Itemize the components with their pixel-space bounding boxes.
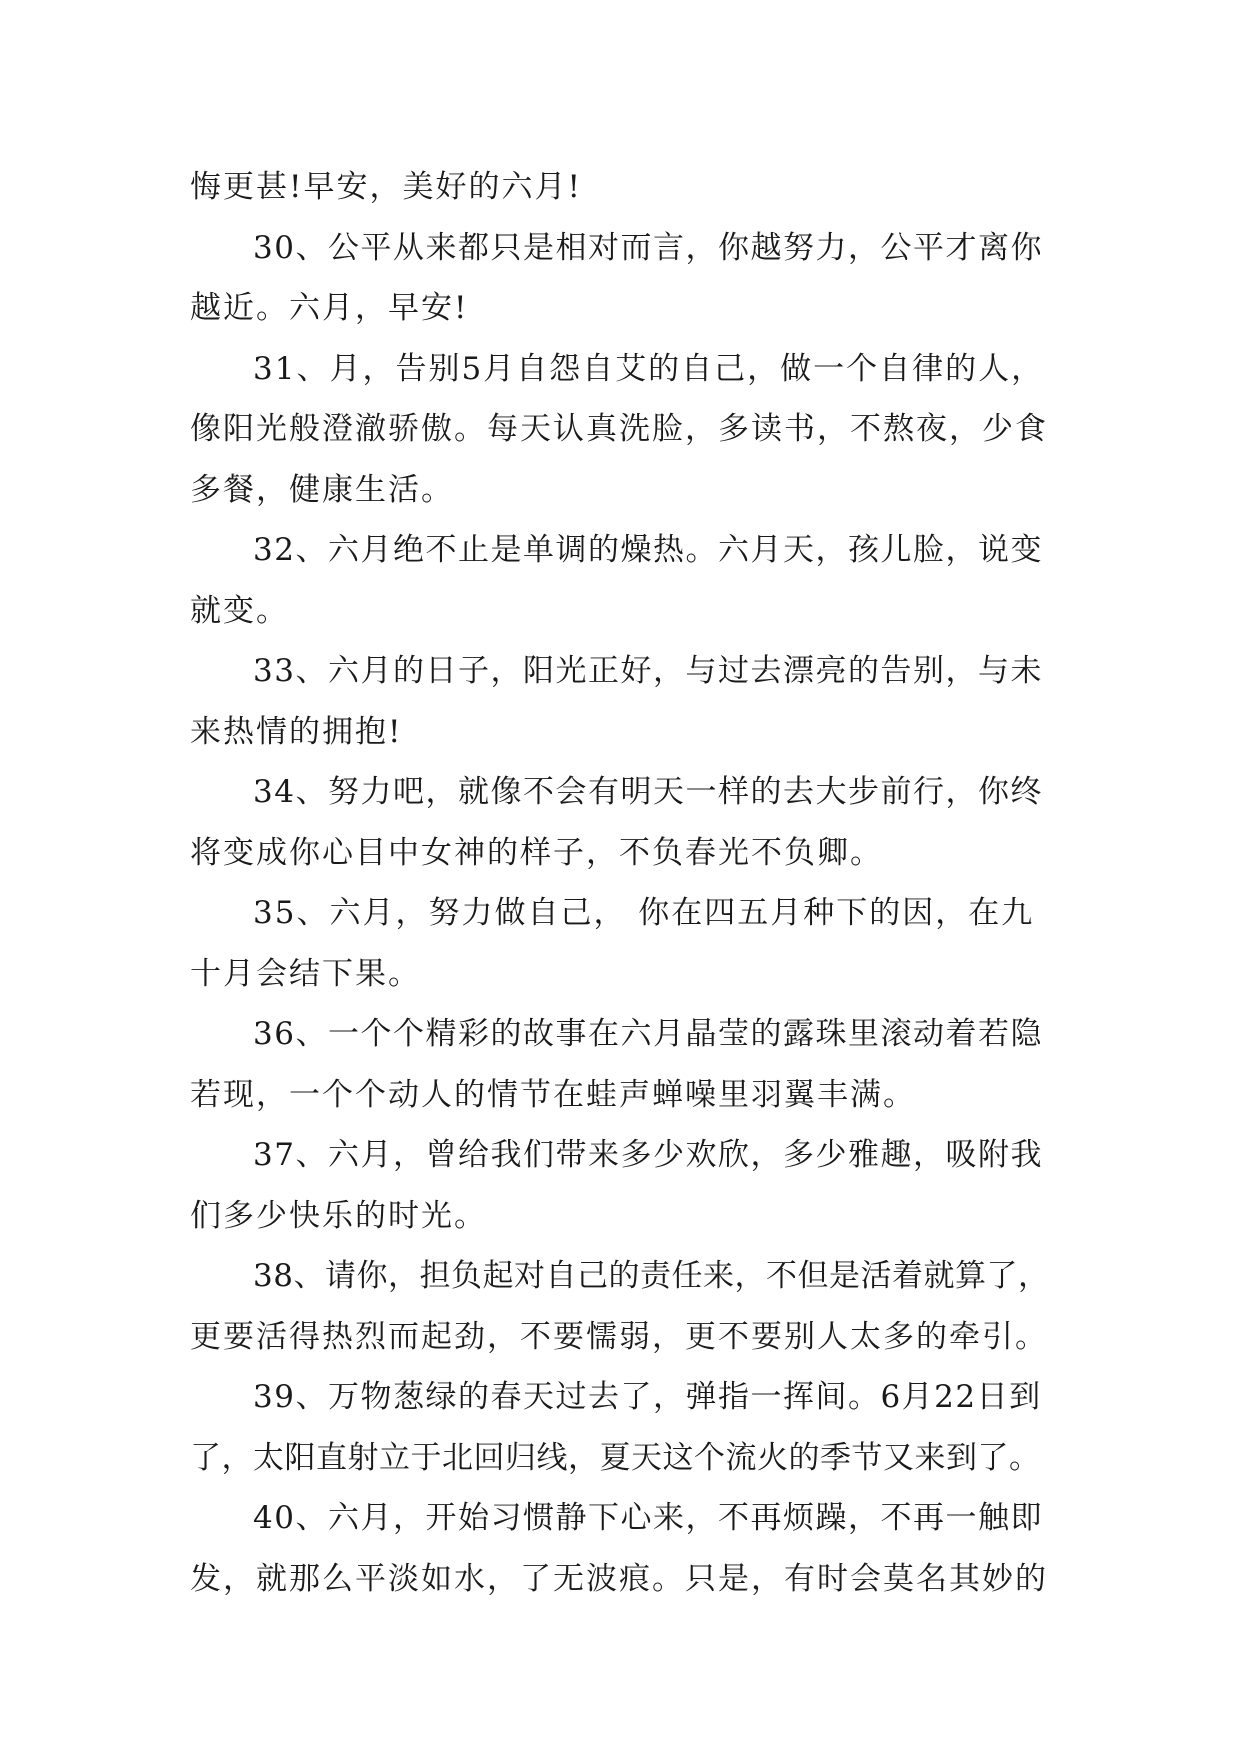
text-line: 多餐，健康生活。 [190,471,454,508]
text-line: 37、六月，曾给我们带来多少欢欣，多少雅趣，吸附我 [253,1137,1043,1173]
text-line: 更要活得热烈而起劲，不要懦弱，更不要别人太多的牵引。 [190,1318,1048,1355]
text-line: 33、六月的日子，阳光正好，与过去漂亮的告别，与未 [253,653,1043,689]
text-line: 们多少快乐的时光。 [190,1197,487,1234]
text-line: 了，太阳直射立于北回归线，夏天这个流火的季节又来到了。 [190,1439,1041,1476]
text-line: 就变。 [190,592,289,629]
text-line: 越近。六月，早安! [190,290,469,326]
text-line: 34、努力吧，就像不会有明天一样的去大步前行，你终 [253,774,1043,810]
text-line: 像阳光般澄澈骄傲。每天认真洗脸，多读书，不熬夜，少食 [190,411,1048,447]
text-line: 十月会结下果。 [190,955,421,992]
text-line: 来热情的拥抱! [190,713,403,750]
text-line: 38、请你，担负起对自己的责任来，不但是活着就算了， [253,1258,1050,1294]
text-line: 将变成你心目中女神的样子，不负春光不负卿。 [190,834,883,871]
text-line: 35、六月，努力做自己， 你在四五月种下的因，在九 [253,895,1035,931]
text-line: 悔更甚!早安，美好的六月! [190,169,582,205]
text-line: 40、六月，开始习惯静下心来，不再烦躁，不再一触即 [253,1500,1043,1536]
document-body [190,157,1052,1609]
text-line: 若现，一个个动人的情节在蛙声蝉噪里羽翼丰满。 [190,1076,916,1113]
text-line: 发，就那么平淡如水，了无波痕。只是，有时会莫名其妙的 [190,1560,1048,1597]
text-line: 30、公平从来都只是相对而言，你越努力，公平才离你 [253,229,1043,266]
text-line: 36、一个个精彩的故事在六月晶莹的露珠里滚动着若隐 [253,1016,1043,1052]
text-line: 39、万物葱绿的春天过去了，弹指一挥间。6月22日到 [253,1379,1042,1415]
text-line: 32、六月绝不止是单调的燥热。六月天，孩儿脸，说变 [253,532,1043,568]
text-line: 31、月，告别5月自怨自艾的自己，做一个自律的人， [253,350,1045,387]
